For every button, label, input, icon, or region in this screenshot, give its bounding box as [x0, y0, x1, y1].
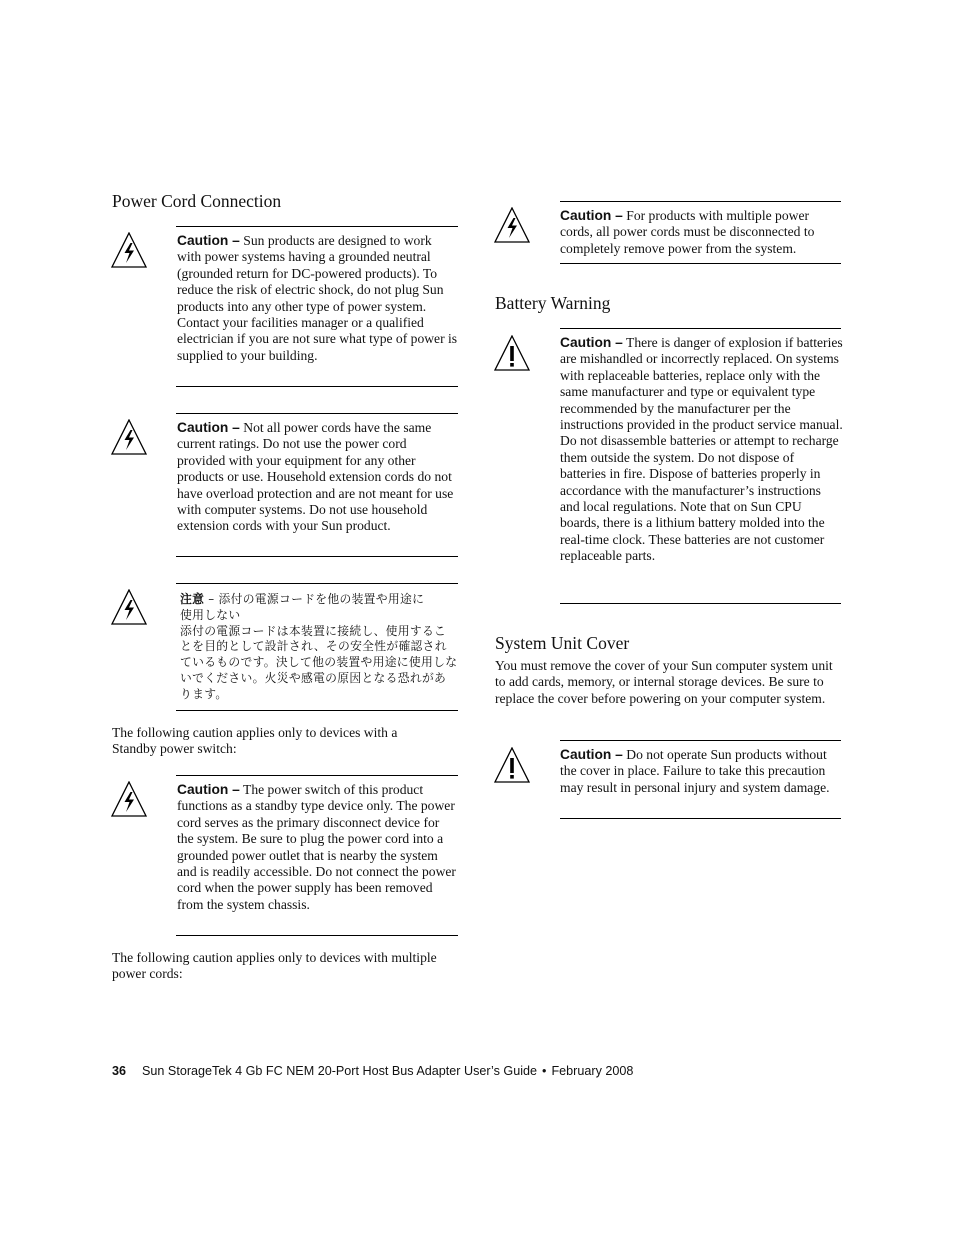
exclamation-warning-icon — [494, 747, 530, 783]
caution-block — [176, 775, 458, 936]
caution-text: 添付の電源コードは本装置に接続し、使用することを目的として設計され、その安全性が確認されているものです。決して他の装置や用途に使用しないでください。火災や感電の原因となる恐れがあります。 — [180, 623, 458, 701]
caution-block — [176, 413, 458, 557]
caution-jp-heading: 注意 – 添付の電源コードを他の装置や用途に — [180, 592, 425, 606]
paragraph-standby-note: The following caution applies only to devices with a Standby power switch: — [112, 725, 398, 757]
caution-block-japanese — [176, 583, 458, 711]
page-number: 36 — [112, 1064, 127, 1078]
paragraph-multiple-cords-note: The following caution applies only to devices with multiple power cords: — [112, 950, 437, 982]
heading-system-unit-cover: System Unit Cover — [495, 633, 630, 653]
caution-label: Caution – — [177, 782, 240, 797]
caution-jp-heading-cont: 使用しない — [180, 607, 241, 622]
caution-label: Caution – — [177, 233, 240, 248]
paragraph-system-unit-cover: You must remove the cover of your Sun computer system unit to add cards, memory, or internal storage devices. Be sure to replace the cover before powering on your computer system. — [495, 658, 833, 706]
caution-text: For products with multiple power cords, all power cords must be disconnected to completely remove power from the system. — [560, 208, 815, 256]
document-title: Sun StorageTek 4 Gb FC NEM 20-Port Host Bus Adapter User’s Guide — [142, 1064, 538, 1078]
caution-label: Caution – — [560, 747, 623, 762]
exclamation-warning-icon — [494, 335, 530, 371]
footer-bullet: • — [542, 1064, 547, 1078]
caution-block — [560, 328, 841, 604]
page-footer — [112, 1064, 633, 1078]
heading-battery-warning: Battery Warning — [495, 293, 611, 313]
electric-shock-warning-icon — [494, 207, 530, 243]
publication-date: February 2008 — [551, 1064, 634, 1078]
caution-label: Caution – — [177, 420, 240, 435]
caution-block — [560, 201, 841, 264]
caution-label: Caution – — [560, 335, 623, 350]
electric-shock-warning-icon — [111, 589, 147, 625]
caution-block — [560, 740, 841, 819]
caution-text: Sun products are designed to work with power systems having a grounded neutral (grounded return for DC-powered products). To reduce the risk of electric shock, do not plug Sun products into any other type of power system. Contact your facilities manager or a qualified electrician if you are not sure what type of power is supplied to your building. — [177, 233, 458, 363]
caution-text: The power switch of this product functions as a standby type device only. The power cord serves as the primary disconnect device for the system. Be sure to plug the power cord into a grounded power outlet that is nearby the system and is readily accessible. Do not connect the power cord when the power supply has been removed from the system chassis. — [177, 782, 456, 912]
caution-label: 注意 — [180, 592, 205, 606]
caution-block — [176, 226, 458, 387]
heading-power-cord-connection: Power Cord Connection — [112, 191, 282, 211]
electric-shock-warning-icon — [111, 232, 147, 268]
caution-text: Do not operate Sun products without the cover in place. Failure to take this precaution may result in personal injury and system damage. — [560, 747, 830, 795]
electric-shock-warning-icon — [111, 781, 147, 817]
electric-shock-warning-icon — [111, 419, 147, 455]
caution-label: Caution – — [560, 208, 623, 223]
caution-text: There is danger of explosion if batteries are mishandled or incorrectly replaced. On systems with replaceable batteries, replace only with the same manufacturer and type or equivalent type recommended by the manufacturer per the instructions provided in the product service manual. Do not disassemble batteries or attempt to recharge them outside the system. Do not dispose of batteries in fire. Dispose of batteries properly in accordance with the manufacturer’s instructions and local regulations. Note that on Sun CPU boards, there is a lithium battery molded into the real-time clock. These batteries are not customer replaceable parts. — [560, 335, 843, 564]
caution-text: Not all power cords have the same current ratings. Do not use the power cord provided with your equipment for any other products or use. Household extension cords do not have overload protection and are not meant for use with computer systems. Do not use household extension cords with your Sun product. — [177, 420, 454, 534]
